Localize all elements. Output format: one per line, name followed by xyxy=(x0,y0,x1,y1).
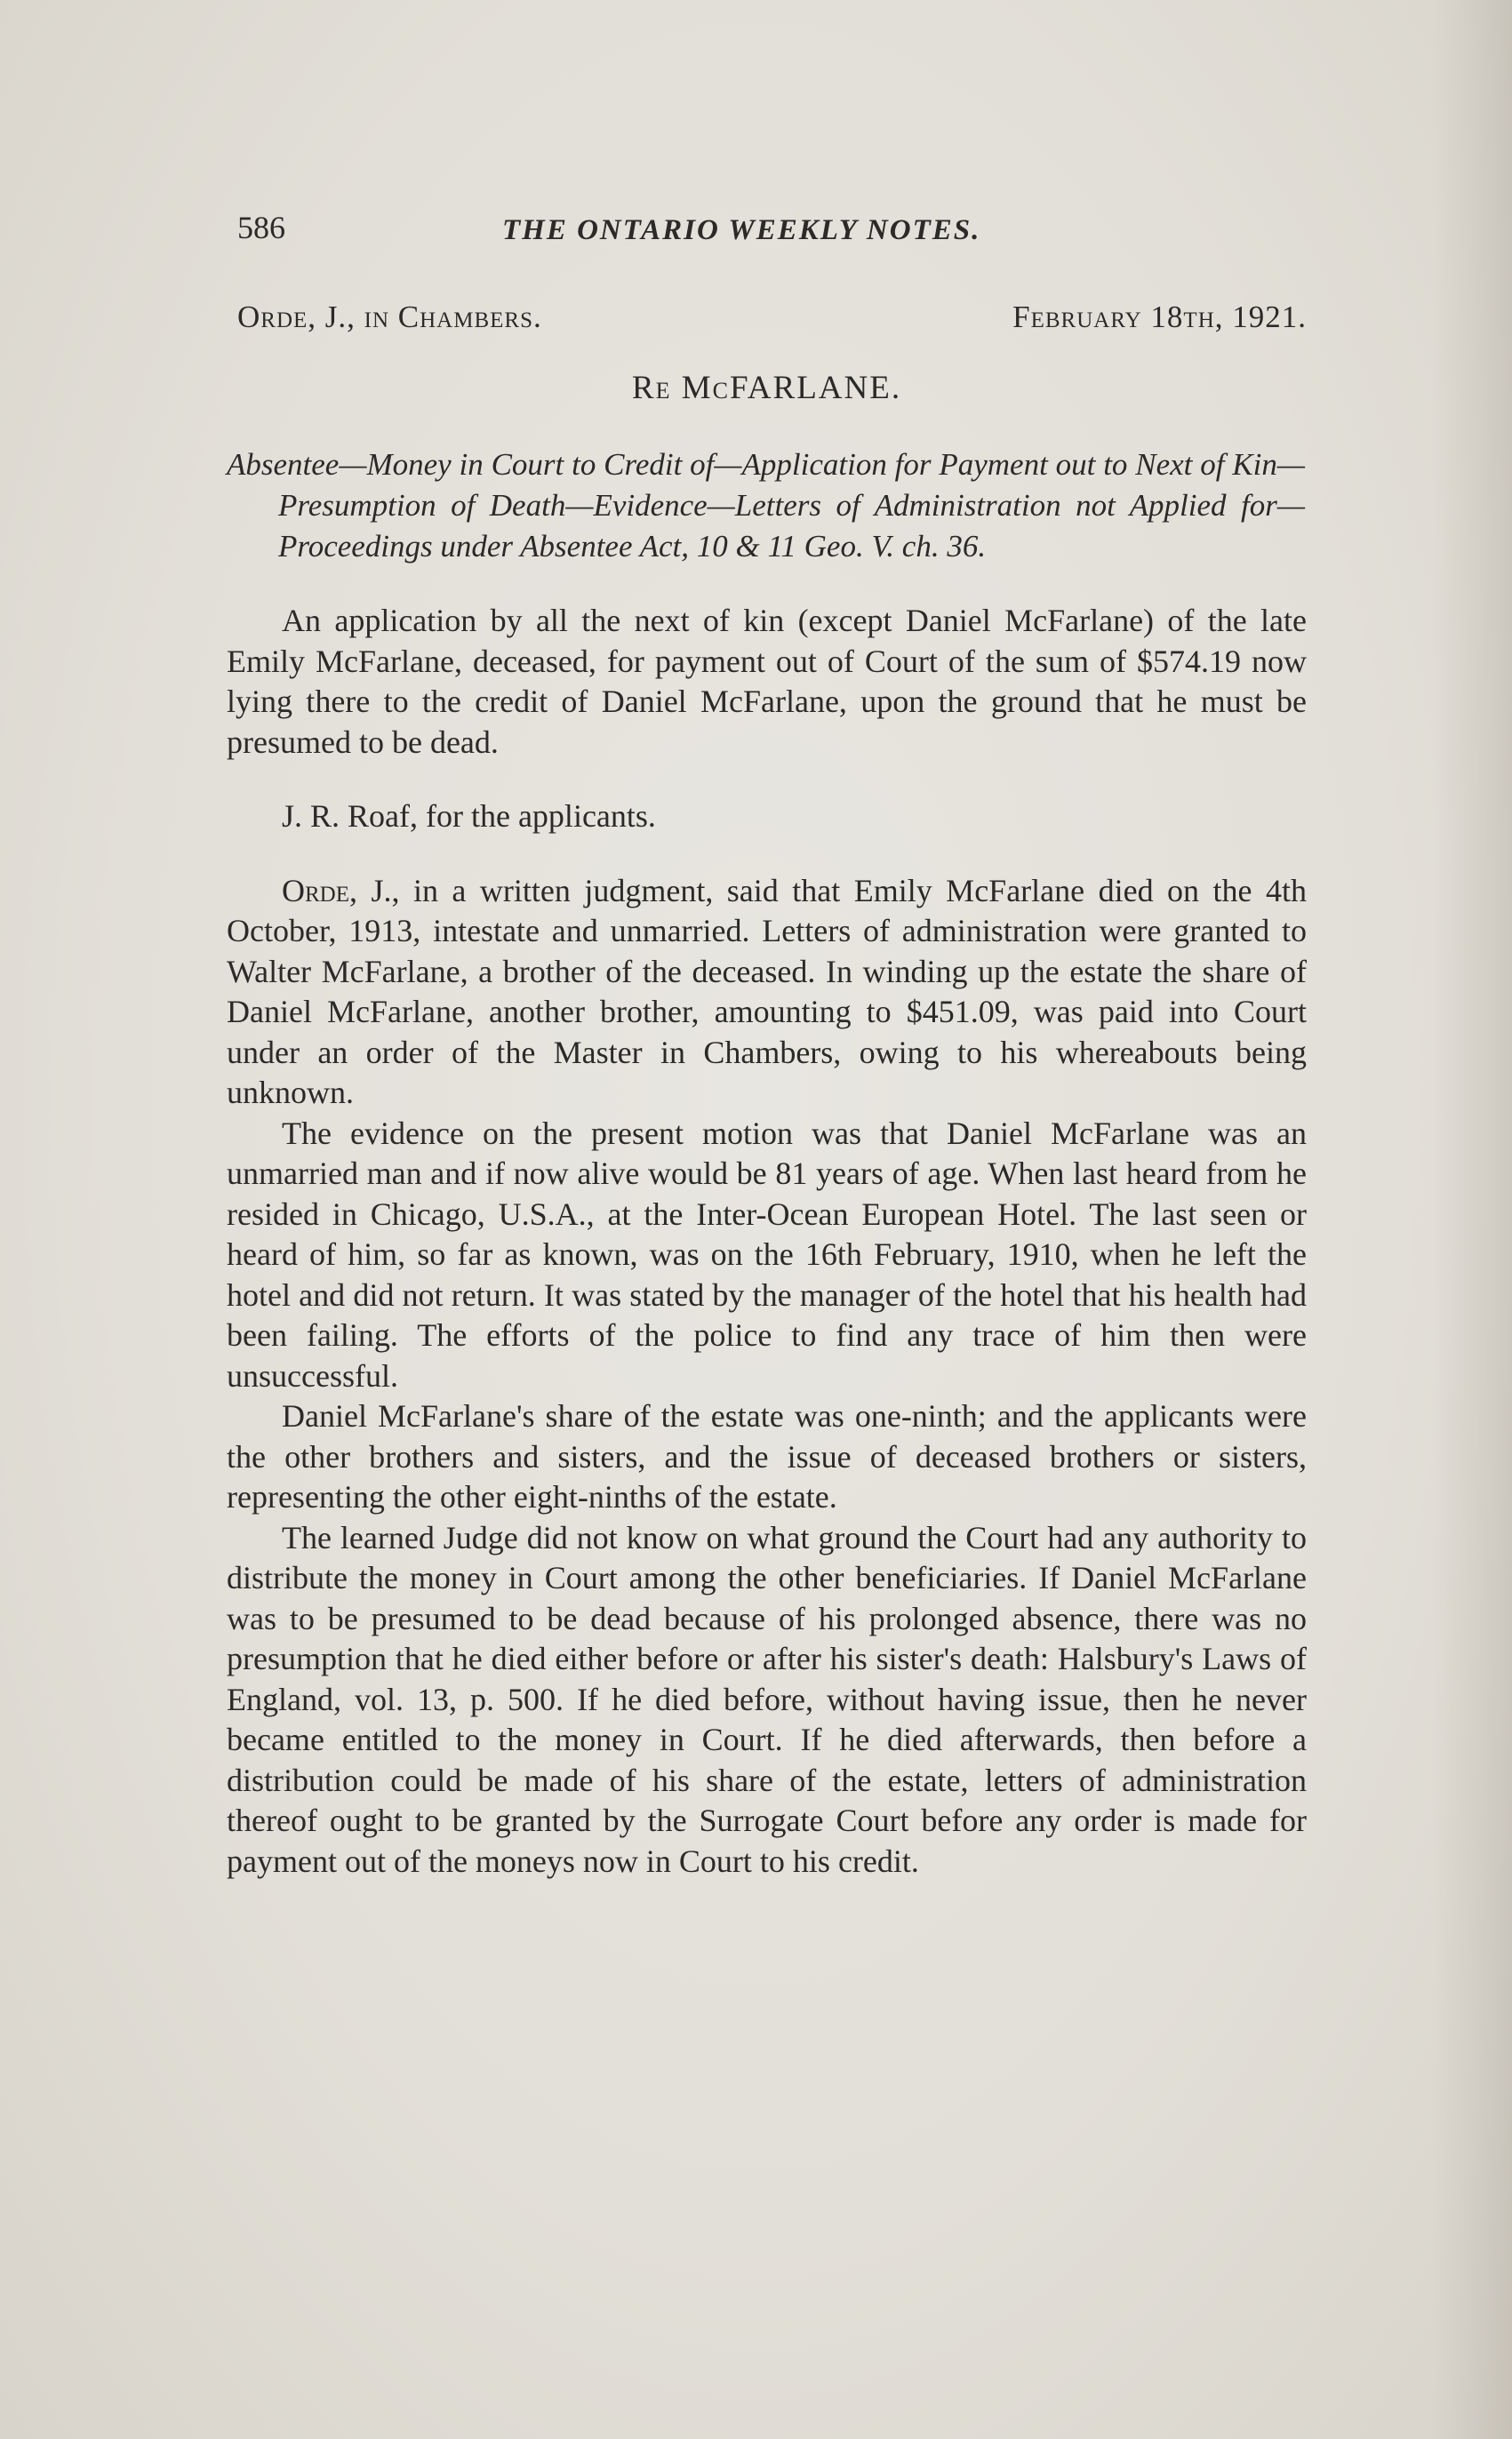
page-number: 586 xyxy=(237,210,285,245)
text-block xyxy=(227,200,1307,1882)
paragraph-share: Daniel McFarlane's share of the estate was one-ninth; and the applicants were the other brothers and sisters, and the issue of deceased brothers or sisters, representing the other eight-ninths of the estate. xyxy=(227,1398,1307,1515)
paragraph-judgment xyxy=(227,871,1307,1114)
case-title: Re McFARLANE. xyxy=(631,370,902,406)
paragraph-counsel: J. R. Roaf, for the applicants. xyxy=(282,798,656,834)
paragraph-judge-view: The learned Judge did not know on what ground the Court had any authority to distribute the money in Court among the other beneficiaries. If Daniel McFarlane was to be presumed to be dead because of his prolonged absence, there was no presumption that he died either before or after his sister's death: Halsbury's Laws of England, vol. 13, p. 500. If he died before, without having issue, then he never became entitled to the money in Court. If he died afterwards, then before a distribution could be made of his share of the estate, letters of administration thereof ought to be granted by the Surrogate Court before any order is made for payment out of the moneys now in Court to his credit. xyxy=(227,1519,1307,1879)
court-line xyxy=(227,300,1307,353)
journal-title: THE ONTARIO WEEKLY NOTES. xyxy=(502,214,981,246)
running-head xyxy=(227,200,1307,253)
judge-chambers: Orde, J., in Chambers. xyxy=(237,300,542,334)
judgment-text: in a written judgment, said that Emily McFarlane died on the 4th October, 1913, intestate and unmarried. Letters of administration were granted to Walter McFarlane, a brother of the deceased. In winding up the estate the share of Daniel McFarlane, another brother, amounting to $451.09, was paid into Court under an order of the Master in Chambers, owing to his whereabouts being unknown. xyxy=(227,872,1307,1110)
judge-name: Orde, J., xyxy=(282,872,400,908)
paragraph-evidence: The evidence on the present motion was that Daniel McFarlane was an unmarried man and if now alive would be 81 years of age. When last heard from he resided in Chicago, U.S.A., at the Inter-Ocean European Hotel. The last seen or heard of him, so far as known, was on the 16th February, 1910, when he left the hotel and did not return. It was stated by the manager of the hotel that his health had been failing. The efforts of the police to find any trace of him then were unsuccessful. xyxy=(227,1115,1307,1394)
headnote: Absentee—Money in Court to Credit of—Application for Payment out to Next of Kin—Presumption of Death—Evidence—Letters of Administration not Applied for—Proceedings under Absentee Act, 10 & 11 Geo. V. ch. 36. xyxy=(227,447,1305,564)
judgment-date: February 18th, 1921. xyxy=(1012,300,1307,334)
paragraph-application: An application by all the next of kin (except Daniel McFarlane) of the late Emily McFarlane, deceased, for payment out of Court of the sum of $574.19 now lying there to the credit of Daniel McFarlane, upon the ground that he must be presumed to be dead. xyxy=(227,603,1307,760)
page-edge-shadow xyxy=(1432,0,1512,2439)
